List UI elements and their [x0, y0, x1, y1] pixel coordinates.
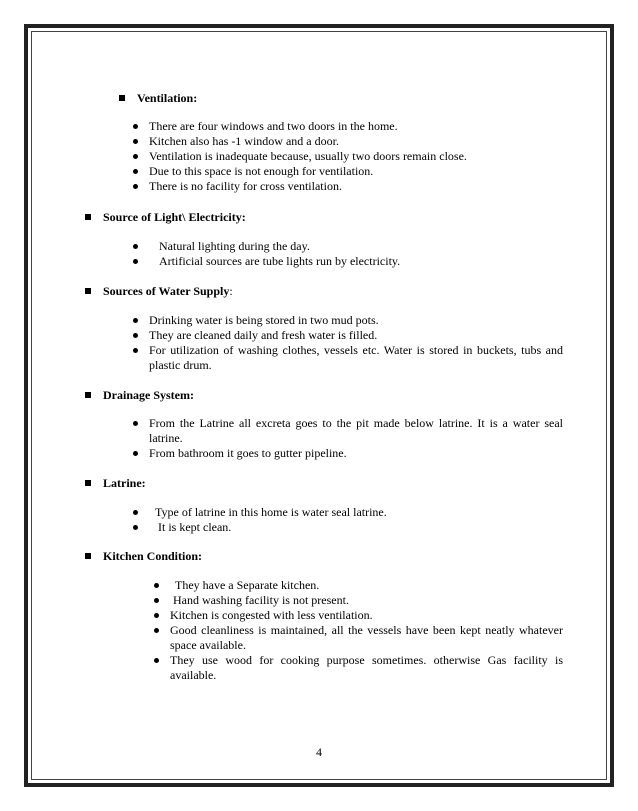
- bullet-dot-icon: [133, 184, 138, 189]
- section-heading-ventilation: [137, 91, 197, 106]
- bullet-dot-icon: [154, 598, 159, 603]
- list-item: [133, 313, 563, 328]
- item-text: They have a Separate kitchen.: [175, 578, 320, 592]
- bullet-dot-icon: [133, 259, 138, 264]
- bullet-dot-icon: [133, 348, 138, 353]
- list-item: [133, 254, 573, 269]
- bullet-dot-icon: [154, 583, 159, 588]
- list-item: [133, 149, 573, 164]
- list-item: [154, 608, 563, 623]
- bullet-dot-icon: [154, 628, 159, 633]
- light-list: [133, 239, 573, 269]
- list-item: [154, 593, 563, 608]
- list-item: [133, 164, 573, 179]
- list-item: [133, 520, 573, 535]
- list-item: [154, 653, 563, 683]
- item-text: Type of latrine in this home is water seal latrine.: [155, 505, 387, 519]
- square-bullet-icon: [85, 214, 91, 220]
- bullet-dot-icon: [133, 510, 138, 515]
- heading-text: Drainage System:: [103, 388, 194, 402]
- item-text: From the Latrine all excreta goes to the pit made below latrine. It is a water seal latrine.: [149, 416, 563, 445]
- heading-text: Kitchen Condition:: [103, 549, 203, 563]
- square-bullet-icon: [85, 288, 91, 294]
- list-item: [154, 578, 563, 593]
- heading-suffix: :: [229, 284, 233, 298]
- page-number: 4: [316, 745, 322, 759]
- item-text: There is no facility for cross ventilation.: [149, 179, 342, 193]
- item-text: There are four windows and two doors in the home.: [149, 119, 398, 133]
- item-text: From bathroom it goes to gutter pipeline.: [149, 446, 347, 460]
- list-item: [133, 134, 573, 149]
- heading-text: Ventilation:: [137, 91, 198, 105]
- item-text: Drinking water is being stored in two mud pots.: [149, 313, 379, 327]
- drainage-list: [133, 416, 563, 461]
- item-text: Ventilation is inadequate because, usually two doors remain close.: [149, 149, 467, 163]
- square-bullet-icon: [85, 553, 91, 559]
- bullet-dot-icon: [133, 139, 138, 144]
- bullet-dot-icon: [133, 124, 138, 129]
- list-item: [133, 119, 573, 134]
- bullet-dot-icon: [133, 169, 138, 174]
- latrine-list: [133, 505, 573, 535]
- item-text: For utilization of washing clothes, vessels etc. Water is stored in buckets, tubs and plastic drum.: [149, 343, 563, 372]
- list-item: [133, 446, 563, 461]
- bullet-dot-icon: [133, 451, 138, 456]
- heading-text: Latrine:: [103, 476, 146, 490]
- list-item: [133, 328, 563, 343]
- item-text: Hand washing facility is not present.: [173, 593, 349, 607]
- heading-text: Sources of Water Supply: [103, 284, 230, 298]
- section-heading-drainage: [103, 388, 194, 403]
- list-item: [133, 239, 573, 254]
- bullet-dot-icon: [133, 333, 138, 338]
- kitchen-list: [154, 578, 563, 683]
- square-bullet-icon: [85, 392, 91, 398]
- bullet-dot-icon: [154, 613, 159, 618]
- item-text: It is kept clean.: [158, 520, 232, 534]
- item-text: They use wood for cooking purpose sometimes. otherwise Gas facility is available.: [170, 653, 563, 682]
- section-heading-light: [103, 210, 246, 225]
- item-text: They are cleaned daily and fresh water is filled.: [149, 328, 378, 342]
- item-text: Good cleanliness is maintained, all the vessels have been kept neatly whatever space available.: [170, 623, 563, 652]
- list-item: [133, 179, 573, 194]
- bullet-dot-icon: [133, 154, 138, 159]
- item-text: Kitchen is congested with less ventilation.: [170, 608, 373, 622]
- bullet-dot-icon: [133, 244, 138, 249]
- bullet-dot-icon: [133, 421, 138, 426]
- bullet-dot-icon: [133, 318, 138, 323]
- square-bullet-icon: [119, 95, 125, 101]
- list-item: [154, 623, 563, 653]
- item-text: Natural lighting during the day.: [159, 239, 310, 253]
- section-heading-kitchen: [103, 549, 202, 564]
- list-item: [133, 505, 573, 520]
- item-text: Artificial sources are tube lights run by electricity.: [159, 254, 401, 268]
- list-item: [133, 416, 563, 446]
- square-bullet-icon: [85, 480, 91, 486]
- bullet-dot-icon: [133, 525, 138, 530]
- section-heading-water: [103, 284, 233, 299]
- item-text: Kitchen also has -1 window and a door.: [149, 134, 339, 148]
- ventilation-list: [133, 119, 573, 194]
- list-item: [133, 343, 563, 373]
- item-text: Due to this space is not enough for ventilation.: [149, 164, 374, 178]
- water-list: [133, 313, 563, 373]
- heading-text: Source of Light\ Electricity:: [103, 210, 246, 224]
- bullet-dot-icon: [154, 658, 159, 663]
- section-heading-latrine: [103, 476, 146, 491]
